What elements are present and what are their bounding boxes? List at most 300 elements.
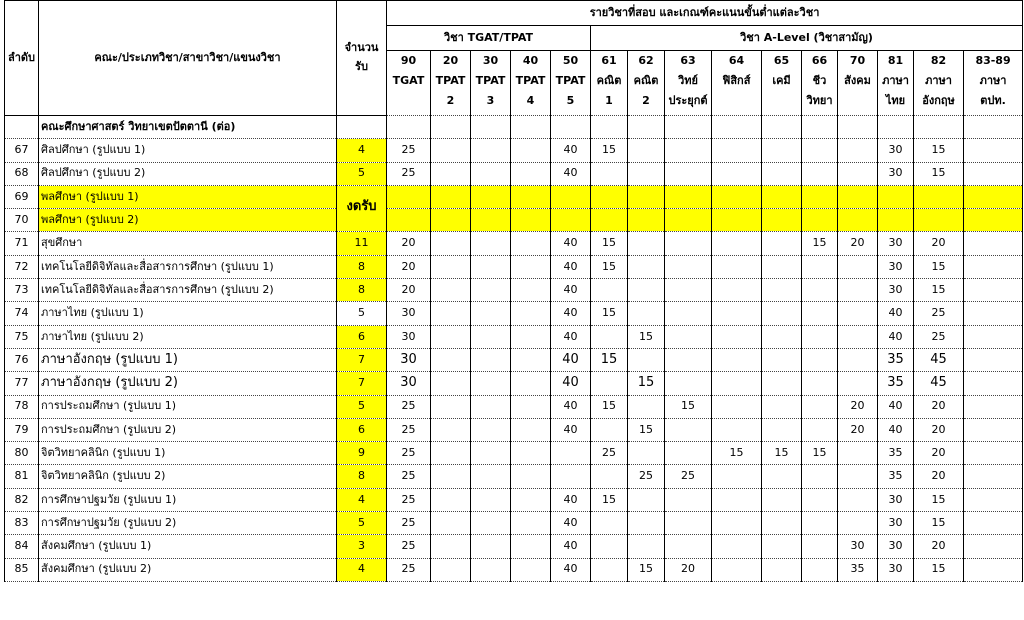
score-cell xyxy=(628,279,665,302)
score-cell xyxy=(628,348,665,371)
score-cell xyxy=(802,465,838,488)
score-cell xyxy=(665,162,712,185)
row-number: 77 xyxy=(5,372,39,395)
score-cell xyxy=(591,512,628,535)
score-cell: 15 xyxy=(762,442,802,465)
score-cell xyxy=(511,325,551,348)
score-cell: 15 xyxy=(914,488,964,511)
score-cell: 40 xyxy=(551,302,591,325)
score-cell xyxy=(964,255,1023,278)
score-cell xyxy=(665,512,712,535)
table-row xyxy=(5,348,1023,371)
score-cell xyxy=(431,348,471,371)
subject-name-40: TPAT xyxy=(511,71,551,91)
row-number: 82 xyxy=(5,488,39,511)
score-cell xyxy=(471,185,511,208)
score-cell: 40 xyxy=(551,372,591,395)
score-cell xyxy=(431,535,471,558)
row-number: 72 xyxy=(5,255,39,278)
score-cell: 40 xyxy=(551,418,591,441)
score-cell: 30 xyxy=(387,325,431,348)
score-cell xyxy=(471,488,511,511)
score-cell: 30 xyxy=(387,302,431,325)
score-cell xyxy=(964,395,1023,418)
score-cell: 15 xyxy=(914,255,964,278)
program-name: ภาษาอังกฤษ (รูปแบบ 1) xyxy=(39,348,337,371)
score-cell: 40 xyxy=(551,512,591,535)
subject-name-82: ภาษา xyxy=(914,71,964,91)
score-cell xyxy=(712,465,762,488)
score-cell: 20 xyxy=(838,232,878,255)
subject-suffix-63: ประยุกต์ xyxy=(665,91,712,111)
score-cell xyxy=(511,558,551,581)
score-cell xyxy=(665,372,712,395)
score-cell: 15 xyxy=(914,279,964,302)
score-cell xyxy=(665,185,712,208)
subject-suffix-65 xyxy=(762,91,802,111)
score-cell: 45 xyxy=(914,348,964,371)
admission-criteria-table xyxy=(4,0,1023,582)
score-cell xyxy=(762,512,802,535)
score-cell xyxy=(838,512,878,535)
score-cell: 20 xyxy=(838,395,878,418)
score-cell xyxy=(471,209,511,232)
score-cell xyxy=(431,465,471,488)
score-cell xyxy=(591,162,628,185)
row-number: 76 xyxy=(5,348,39,371)
program-name: สังคมศึกษา (รูปแบบ 1) xyxy=(39,535,337,558)
subject-name-70: สังคม xyxy=(838,71,878,91)
score-cell xyxy=(762,418,802,441)
score-cell xyxy=(838,465,878,488)
score-cell xyxy=(471,418,511,441)
score-cell: 25 xyxy=(628,465,665,488)
score-cell: 30 xyxy=(878,535,914,558)
score-cell xyxy=(511,535,551,558)
score-cell xyxy=(431,232,471,255)
score-cell xyxy=(665,418,712,441)
subject-name-64: ฟิสิกส์ xyxy=(712,71,762,91)
subject-suffix-70 xyxy=(838,91,878,111)
score-cell: 25 xyxy=(387,442,431,465)
score-cell xyxy=(511,418,551,441)
score-cell: 35 xyxy=(878,348,914,371)
score-cell xyxy=(802,279,838,302)
table-row xyxy=(5,162,1023,185)
quota-cell: 7 xyxy=(337,348,387,371)
score-cell xyxy=(964,302,1023,325)
table-row xyxy=(5,372,1023,395)
program-name: จิตวิทยาคลินิก (รูปแบบ 1) xyxy=(39,442,337,465)
score-cell xyxy=(387,209,431,232)
score-cell xyxy=(712,279,762,302)
score-cell: 25 xyxy=(387,465,431,488)
score-cell xyxy=(802,558,838,581)
score-cell: 25 xyxy=(387,162,431,185)
score-cell xyxy=(628,185,665,208)
subject-suffix-50: 5 xyxy=(551,91,591,111)
row-number: 79 xyxy=(5,418,39,441)
score-cell xyxy=(712,418,762,441)
score-cell xyxy=(665,488,712,511)
score-cell: 40 xyxy=(878,302,914,325)
subject-code-63: 63 xyxy=(665,51,712,72)
score-cell xyxy=(878,185,914,208)
score-cell: 15 xyxy=(591,488,628,511)
score-cell: 40 xyxy=(551,162,591,185)
score-cell: 30 xyxy=(387,372,431,395)
score-cell xyxy=(471,348,511,371)
score-cell xyxy=(964,162,1023,185)
score-cell xyxy=(712,395,762,418)
score-cell xyxy=(431,442,471,465)
score-cell xyxy=(762,465,802,488)
score-cell: 20 xyxy=(914,442,964,465)
table-row xyxy=(5,535,1023,558)
row-number: 67 xyxy=(5,139,39,162)
row-number: 74 xyxy=(5,302,39,325)
subject-suffix-81: ไทย xyxy=(878,91,914,111)
score-cell xyxy=(431,325,471,348)
score-cell xyxy=(511,348,551,371)
score-cell xyxy=(471,558,511,581)
score-cell: 25 xyxy=(914,325,964,348)
subject-code-40: 40 xyxy=(511,51,551,72)
score-cell xyxy=(431,185,471,208)
score-cell xyxy=(628,302,665,325)
score-cell xyxy=(511,442,551,465)
score-cell xyxy=(511,465,551,488)
score-cell xyxy=(914,185,964,208)
score-cell xyxy=(762,162,802,185)
subject-suffix-20: 2 xyxy=(431,91,471,111)
score-cell xyxy=(471,139,511,162)
row-number: 69 xyxy=(5,185,39,208)
score-cell: 25 xyxy=(591,442,628,465)
program-header: คณะ/ประเภทวิชา/สาขาวิชา/แขนงวิชา xyxy=(39,1,337,116)
subject-suffix-30: 3 xyxy=(471,91,511,111)
program-name: ภาษาอังกฤษ (รูปแบบ 2) xyxy=(39,372,337,395)
score-cell: 40 xyxy=(551,488,591,511)
score-cell: 30 xyxy=(878,512,914,535)
score-cell xyxy=(964,185,1023,208)
score-cell xyxy=(964,279,1023,302)
score-cell xyxy=(471,465,511,488)
row-number: 73 xyxy=(5,279,39,302)
score-cell xyxy=(471,395,511,418)
score-cell xyxy=(591,372,628,395)
score-cell xyxy=(591,465,628,488)
score-cell xyxy=(964,442,1023,465)
score-cell xyxy=(762,232,802,255)
row-number: 68 xyxy=(5,162,39,185)
score-cell xyxy=(838,325,878,348)
score-cell: 20 xyxy=(387,255,431,278)
subject-name-61: คณิต xyxy=(591,71,628,91)
program-name: จิตวิทยาคลินิก (รูปแบบ 2) xyxy=(39,465,337,488)
score-cell: 30 xyxy=(878,139,914,162)
subject-code-83-89: 83-89 xyxy=(964,51,1023,72)
score-cell xyxy=(964,139,1023,162)
subject-code-64: 64 xyxy=(712,51,762,72)
score-cell xyxy=(838,255,878,278)
score-cell xyxy=(762,488,802,511)
score-cell: 15 xyxy=(591,255,628,278)
score-cell xyxy=(762,325,802,348)
score-cell xyxy=(471,162,511,185)
score-cell: 40 xyxy=(551,139,591,162)
quota-cell: 5 xyxy=(337,162,387,185)
score-cell xyxy=(511,209,551,232)
score-cell: 40 xyxy=(551,255,591,278)
score-cell xyxy=(802,255,838,278)
program-name: การประถมศึกษา (รูปแบบ 1) xyxy=(39,395,337,418)
score-cell: 20 xyxy=(914,465,964,488)
subject-name-20: TPAT xyxy=(431,71,471,91)
quota-header xyxy=(337,1,387,116)
score-cell: 20 xyxy=(387,279,431,302)
score-cell xyxy=(964,488,1023,511)
score-cell xyxy=(762,395,802,418)
score-cell xyxy=(665,348,712,371)
score-cell xyxy=(964,512,1023,535)
subject-code-50: 50 xyxy=(551,51,591,72)
score-cell xyxy=(762,372,802,395)
score-cell xyxy=(838,139,878,162)
tgat-group-header: วิชา TGAT/TPAT xyxy=(387,26,591,51)
score-cell xyxy=(471,279,511,302)
program-name: เทคโนโลยีดิจิทัลและสื่อสารการศึกษา (รูปแบบ 2) xyxy=(39,279,337,302)
subject-code-66: 66 xyxy=(802,51,838,72)
quota-cell: 3 xyxy=(337,535,387,558)
quota-cell: 5 xyxy=(337,302,387,325)
score-cell: 30 xyxy=(878,162,914,185)
subject-name-30: TPAT xyxy=(471,71,511,91)
score-cell: 15 xyxy=(914,162,964,185)
score-cell xyxy=(591,535,628,558)
score-cell: 15 xyxy=(628,325,665,348)
score-cell xyxy=(712,535,762,558)
score-cell xyxy=(471,325,511,348)
table-row xyxy=(5,302,1023,325)
score-cell: 15 xyxy=(802,232,838,255)
score-cell: 15 xyxy=(628,372,665,395)
score-cell: 20 xyxy=(838,418,878,441)
score-cell xyxy=(511,302,551,325)
score-cell xyxy=(762,279,802,302)
score-cell: 20 xyxy=(387,232,431,255)
score-cell xyxy=(628,255,665,278)
score-cell xyxy=(838,162,878,185)
score-cell xyxy=(762,558,802,581)
score-cell xyxy=(551,442,591,465)
table-body xyxy=(5,116,1023,582)
subject-code-81: 81 xyxy=(878,51,914,72)
score-cell: 25 xyxy=(387,418,431,441)
order-header: ลำดับ xyxy=(5,1,39,116)
program-name: พลศึกษา (รูปแบบ 2) xyxy=(39,209,337,232)
score-cell: 15 xyxy=(914,512,964,535)
quota-cell: 8 xyxy=(337,279,387,302)
score-cell xyxy=(802,302,838,325)
score-cell xyxy=(802,185,838,208)
score-cell xyxy=(471,442,511,465)
score-cell xyxy=(712,348,762,371)
quota-cell: 7 xyxy=(337,372,387,395)
score-cell: 25 xyxy=(387,512,431,535)
score-cell xyxy=(712,372,762,395)
score-cell xyxy=(628,232,665,255)
score-cell xyxy=(838,209,878,232)
score-cell: 40 xyxy=(551,279,591,302)
score-cell xyxy=(628,442,665,465)
score-cell xyxy=(431,209,471,232)
score-cell: 30 xyxy=(878,232,914,255)
score-cell: 35 xyxy=(878,372,914,395)
score-cell xyxy=(802,512,838,535)
score-cell xyxy=(802,535,838,558)
score-cell xyxy=(665,535,712,558)
score-cell xyxy=(551,185,591,208)
score-cell xyxy=(712,558,762,581)
score-cell: 35 xyxy=(878,442,914,465)
score-cell: 15 xyxy=(591,302,628,325)
quota-cell: 8 xyxy=(337,465,387,488)
score-cell xyxy=(665,232,712,255)
row-number: 83 xyxy=(5,512,39,535)
quota-cell: 5 xyxy=(337,512,387,535)
quota-cell: 4 xyxy=(337,139,387,162)
score-cell xyxy=(628,209,665,232)
score-cell xyxy=(511,279,551,302)
quota-cell: 8 xyxy=(337,255,387,278)
score-cell xyxy=(802,209,838,232)
score-cell xyxy=(838,372,878,395)
score-cell xyxy=(511,232,551,255)
score-cell xyxy=(712,255,762,278)
score-cell xyxy=(511,372,551,395)
table-row xyxy=(5,279,1023,302)
quota-cell: 11 xyxy=(337,232,387,255)
score-cell: 15 xyxy=(914,558,964,581)
score-cell xyxy=(802,348,838,371)
table-row xyxy=(5,465,1023,488)
score-cell xyxy=(431,512,471,535)
score-cell xyxy=(964,232,1023,255)
subject-name-90: TGAT xyxy=(387,71,431,91)
subject-code-20: 20 xyxy=(431,51,471,72)
table-row xyxy=(5,139,1023,162)
score-cell xyxy=(511,395,551,418)
subject-code-70: 70 xyxy=(838,51,878,72)
score-cell: 15 xyxy=(591,139,628,162)
score-cell xyxy=(665,209,712,232)
score-cell: 15 xyxy=(914,139,964,162)
program-name: ภาษาไทย (รูปแบบ 1) xyxy=(39,302,337,325)
table-row xyxy=(5,418,1023,441)
subject-code-62: 62 xyxy=(628,51,665,72)
subject-code-65: 65 xyxy=(762,51,802,72)
table-row xyxy=(5,325,1023,348)
score-cell: 20 xyxy=(914,418,964,441)
subject-suffix-61: 1 xyxy=(591,91,628,111)
subject-name-63: วิทย์ xyxy=(665,71,712,91)
subject-name-66: ชีว xyxy=(802,71,838,91)
score-cell xyxy=(665,255,712,278)
score-cell: 15 xyxy=(591,232,628,255)
program-name: ศิลปศึกษา (รูปแบบ 2) xyxy=(39,162,337,185)
score-cell xyxy=(964,209,1023,232)
score-cell xyxy=(964,465,1023,488)
score-cell: 30 xyxy=(878,488,914,511)
score-cell: 20 xyxy=(914,395,964,418)
score-cell: 45 xyxy=(914,372,964,395)
score-cell xyxy=(591,185,628,208)
score-cell: 15 xyxy=(665,395,712,418)
score-cell xyxy=(712,232,762,255)
program-name: การศึกษาปฐมวัย (รูปแบบ 2) xyxy=(39,512,337,535)
score-cell: 30 xyxy=(878,558,914,581)
score-cell xyxy=(712,139,762,162)
subject-name-81: ภาษา xyxy=(878,71,914,91)
subject-suffix-90 xyxy=(387,91,431,111)
score-cell: 30 xyxy=(878,279,914,302)
row-number: 80 xyxy=(5,442,39,465)
score-cell xyxy=(431,372,471,395)
score-cell xyxy=(712,209,762,232)
score-cell xyxy=(838,442,878,465)
table-row xyxy=(5,185,1023,208)
score-cell xyxy=(431,255,471,278)
subject-code-61: 61 xyxy=(591,51,628,72)
score-cell xyxy=(591,558,628,581)
program-name: การศึกษาปฐมวัย (รูปแบบ 1) xyxy=(39,488,337,511)
score-cell: 25 xyxy=(387,395,431,418)
score-cell xyxy=(387,185,431,208)
score-cell: 30 xyxy=(878,255,914,278)
score-cell xyxy=(665,325,712,348)
score-cell xyxy=(838,302,878,325)
score-cell xyxy=(431,139,471,162)
program-name: พลศึกษา (รูปแบบ 1) xyxy=(39,185,337,208)
score-cell xyxy=(471,232,511,255)
table-row xyxy=(5,558,1023,581)
subject-suffix-82: อังกฤษ xyxy=(914,91,964,111)
row-number: 78 xyxy=(5,395,39,418)
subject-suffix-62: 2 xyxy=(628,91,665,111)
score-cell xyxy=(511,512,551,535)
score-cell xyxy=(665,139,712,162)
subject-name-62: คณิต xyxy=(628,71,665,91)
score-cell: 25 xyxy=(387,558,431,581)
subject-name-50: TPAT xyxy=(551,71,591,91)
score-cell xyxy=(878,209,914,232)
score-cell xyxy=(431,558,471,581)
table-row xyxy=(5,209,1023,232)
score-cell xyxy=(802,395,838,418)
score-cell xyxy=(591,418,628,441)
program-name: ศิลปศึกษา (รูปแบบ 1) xyxy=(39,139,337,162)
subject-code-90: 90 xyxy=(387,51,431,72)
score-cell xyxy=(471,255,511,278)
score-cell xyxy=(802,372,838,395)
subject-code-30: 30 xyxy=(471,51,511,72)
score-cell xyxy=(802,139,838,162)
row-number: 75 xyxy=(5,325,39,348)
score-cell xyxy=(511,162,551,185)
program-name: ภาษาไทย (รูปแบบ 2) xyxy=(39,325,337,348)
score-cell: 30 xyxy=(838,535,878,558)
